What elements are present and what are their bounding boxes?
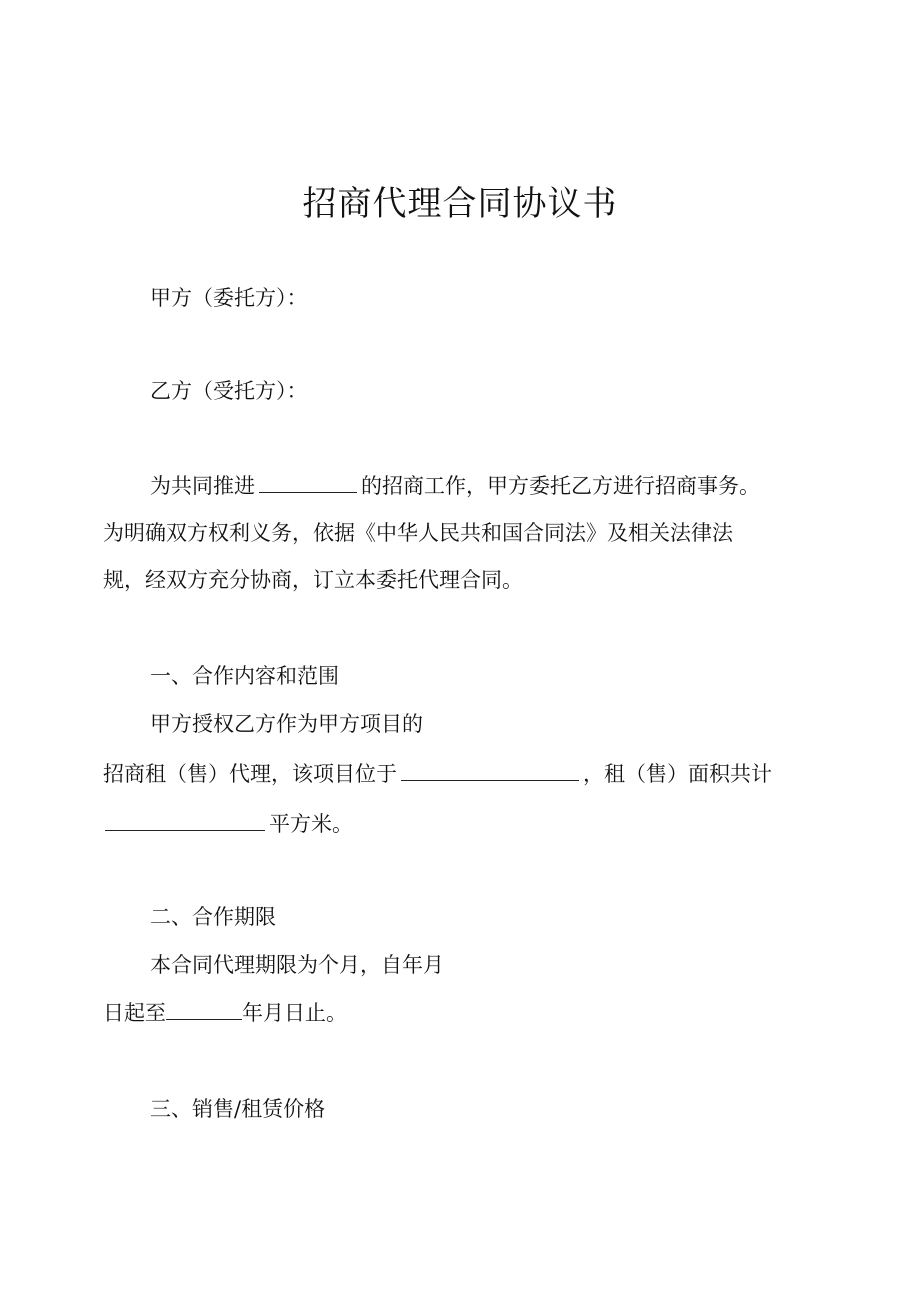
document-title: 招商代理合同协议书 [302, 184, 618, 224]
project-name-blank [259, 472, 357, 493]
section-2-line-2-post: 年月日止。 [242, 1001, 347, 1025]
section-2-line-2 [103, 998, 347, 1028]
section-1-line-2-post: ，租（售）面积共计 [583, 762, 772, 786]
intro-line-1 [150, 471, 760, 501]
area-blank [105, 810, 265, 831]
intro-line-1-post: 的招商工作，甲方委托乙方进行招商事务。 [361, 474, 760, 498]
intro-line-3: 规，经双方充分协商，订立本委托代理合同。 [103, 568, 523, 592]
section-1-heading: 一、合作内容和范围 [150, 664, 339, 688]
intro-line-1-pre: 为共同推进 [150, 474, 255, 498]
section-1-line-3 [103, 809, 353, 839]
section-1-line-2 [103, 759, 772, 789]
section-3-heading: 三、销售/租赁价格 [150, 1097, 326, 1121]
party-b-label: 乙方（受托方）： [150, 379, 308, 403]
end-date-blank [166, 999, 242, 1020]
section-2-line-1: 本合同代理期限为个月，自年月 [150, 953, 444, 977]
party-a-label: 甲方（委托方）： [150, 286, 308, 310]
section-2-line-2-pre: 日起至 [103, 1001, 166, 1025]
section-2-heading: 二、合作期限 [150, 905, 276, 929]
intro-line-2: 为明确双方权利义务，依据《中华人民共和国合同法》及相关法律法 [103, 521, 733, 545]
location-blank [401, 760, 579, 781]
section-1-line-3-post: 平方米。 [269, 812, 353, 836]
section-1-line-2-pre: 招商租（售）代理，该项目位于 [103, 762, 397, 786]
section-1-line-1: 甲方授权乙方作为甲方项目的 [150, 712, 423, 736]
